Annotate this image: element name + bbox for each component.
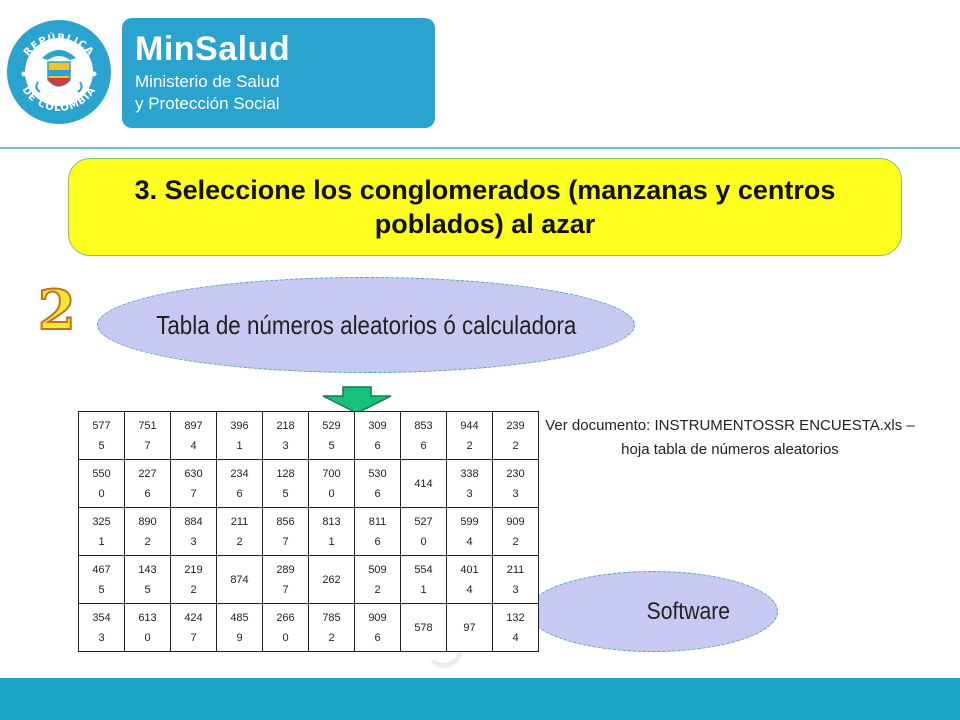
table-cell: 414 [401,460,447,508]
table-cell: 97 [447,604,493,652]
table-cell: 856 7 [263,508,309,556]
method-random-table-ellipse [97,277,635,373]
table-cell: 599 4 [447,508,493,556]
table-cell: 325 1 [79,508,125,556]
random-numbers-table [78,411,539,652]
svg-text:DE COLOMBIA: DE COLOMBIA [19,84,99,115]
table-cell: 128 5 [263,460,309,508]
brand-name: MinSalud [135,30,291,68]
table-cell: 132 4 [493,604,539,652]
table-cell: 219 2 [171,556,217,604]
document-reference-note: Ver documento: INSTRUMENTOSSR ENCUESTA.xls – hoja tabla de números aleatorios [545,417,915,458]
method-random-table-label: Tabla de números aleatorios ó calculadora [155,310,577,340]
table-cell: 239 2 [493,412,539,460]
table-cell: 874 [217,556,263,604]
table-cell: 211 2 [217,508,263,556]
svg-text:REPÚBLICA: REPÚBLICA [22,32,96,59]
table-row [79,412,539,460]
method-software-label: Software [646,597,730,625]
table-cell: 467 5 [79,556,125,604]
table-cell: 530 6 [355,460,401,508]
random-numbers-table-body [79,412,539,652]
table-cell: 897 4 [171,412,217,460]
table-cell: 944 2 [447,412,493,460]
table-cell: 424 7 [171,604,217,652]
table-cell: 909 6 [355,604,401,652]
footer-bar [0,678,960,720]
down-arrow-icon [321,386,393,414]
table-row [79,460,539,508]
table-cell: 309 6 [355,412,401,460]
table-cell: 813 1 [309,508,355,556]
table-cell: 509 2 [355,556,401,604]
table-cell: 853 6 [401,412,447,460]
table-cell: 338 3 [447,460,493,508]
table-cell: 234 6 [217,460,263,508]
table-row [79,508,539,556]
table-cell: 230 3 [493,460,539,508]
table-cell: 211 3 [493,556,539,604]
table-cell: 554 1 [401,556,447,604]
table-cell: 401 4 [447,556,493,604]
table-cell: 529 5 [309,412,355,460]
table-cell: 354 3 [79,604,125,652]
table-row [79,556,539,604]
table-cell: 630 7 [171,460,217,508]
brand-subtitle-line2: y Protección Social [135,94,280,113]
table-cell: 266 0 [263,604,309,652]
table-cell: 700 0 [309,460,355,508]
table-cell: 262 [309,556,355,604]
header-divider [0,147,960,149]
slide-title-box [68,158,902,256]
step-number: 2 [38,278,76,342]
table-cell: 785 2 [309,604,355,652]
table-cell: 890 2 [125,508,171,556]
table-cell: 613 0 [125,604,171,652]
table-cell: 527 0 [401,508,447,556]
table-cell: 218 3 [263,412,309,460]
table-cell: 227 6 [125,460,171,508]
table-cell: 577 5 [79,412,125,460]
table-row [79,604,539,652]
table-cell: 550 0 [79,460,125,508]
brand-subtitle-line1: Ministerio de Salud [135,72,280,91]
table-cell: 884 3 [171,508,217,556]
table-cell: 396 1 [217,412,263,460]
table-cell: 578 [401,604,447,652]
method-software-ellipse [528,571,778,652]
table-cell: 485 9 [217,604,263,652]
colombia-seal-logo [4,12,114,130]
table-cell: 909 2 [493,508,539,556]
slide-title: 3. Seleccione los conglomerados (manzanas y centros poblados) al azar [134,175,836,239]
table-cell: 143 5 [125,556,171,604]
table-cell: 751 7 [125,412,171,460]
table-cell: 811 6 [355,508,401,556]
table-cell: 289 7 [263,556,309,604]
